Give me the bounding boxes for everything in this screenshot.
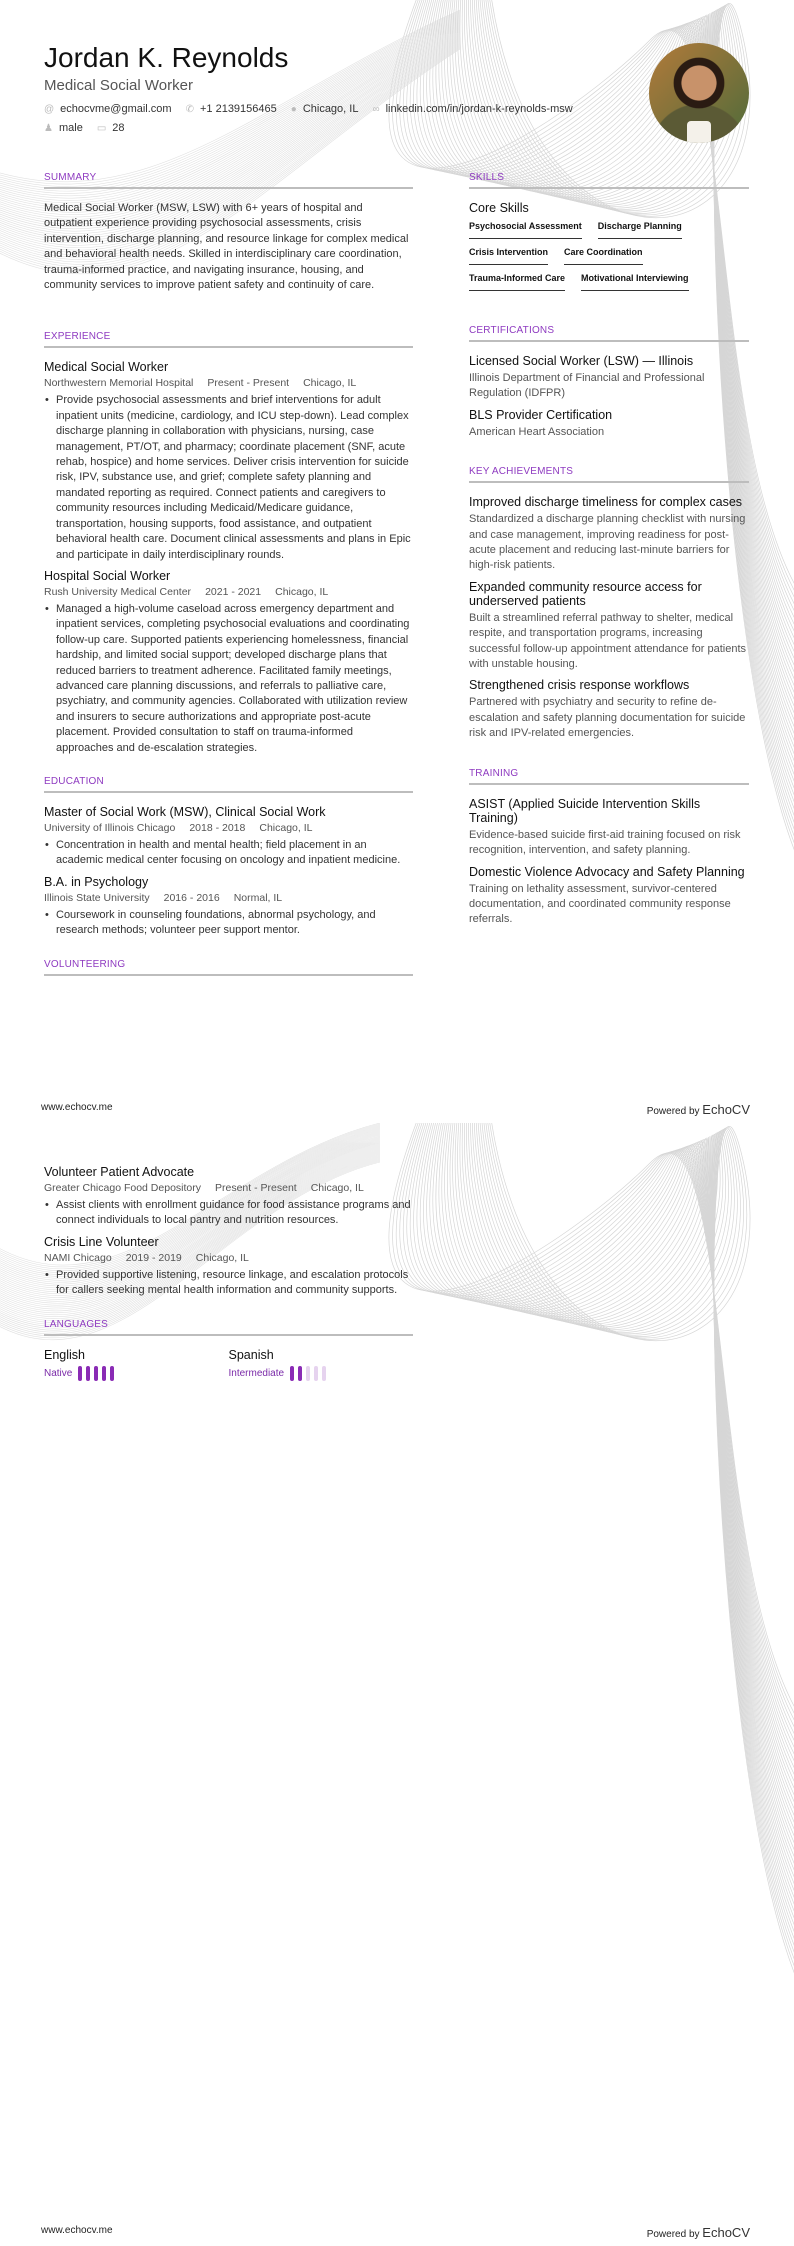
achievements-section bbox=[469, 466, 749, 741]
experience-section bbox=[44, 331, 413, 756]
section-heading: EDUCATION bbox=[44, 776, 413, 793]
entry-location: Chicago, IL bbox=[195, 1251, 249, 1264]
email[interactable]: @ echocvme@gmail.com bbox=[44, 103, 172, 115]
phone-icon: ✆ bbox=[185, 104, 194, 115]
training-description: Evidence-based suicide first-aid training focused on risk recognition, intervention, and safety planning. bbox=[469, 828, 741, 857]
entry-dates: 2018 - 2018 bbox=[189, 821, 246, 834]
achievements-description: Partnered with psychiatry and security to refine de-escalation and safety planning documentation for suicide risk and IPV-related emergencies. bbox=[469, 696, 746, 740]
entry-dates: 2019 - 2019 bbox=[125, 1251, 182, 1264]
bullet-item: • Provide psychosocial assessments and brief interventions for adult inpatient units (medicine, cardiology, and ICU step-down). Lead complex discharge planning in collaboration with physicians, nursing, case management, PT/OT, and pharmacy; coordinate placement (SNF, acute rehab, hospice) and home services. Deliver crisis intervention for suicide risk, IPV, substance use, and grief; complete safety planning and mandated reporting as required. Connect patients and caregivers to community resources including Medicaid/Medicare guidance, transportation, housing supports, food assistance, and outpatient behavioral health care. Document clinical assessments and plans in Epic and participate in daily interdisciplinary rounds. bbox=[44, 393, 413, 562]
entry bbox=[44, 805, 413, 869]
entry-dates: Present - Present bbox=[215, 1182, 297, 1194]
skill-tag: Trauma-Informed Care bbox=[469, 273, 565, 291]
entry-organization: Greater Chicago Food Depository bbox=[44, 1182, 201, 1194]
section-heading: SKILLS bbox=[469, 172, 749, 189]
entry-location: Chicago, IL bbox=[275, 585, 329, 598]
entry bbox=[44, 569, 413, 756]
at-icon: @ bbox=[44, 104, 55, 115]
skills-section bbox=[469, 172, 749, 291]
entry-bullets bbox=[44, 838, 413, 869]
left-column bbox=[44, 172, 413, 988]
bullet-item: • Concentration in health and mental health; field placement in an academic medical center focusing on oncology and inpatient medicine. bbox=[44, 838, 413, 869]
calendar-icon: ▭ bbox=[96, 123, 107, 134]
entry-dates: 2016 - 2016 bbox=[163, 891, 220, 904]
entry-location: Chicago, IL bbox=[310, 1182, 364, 1194]
education-section bbox=[44, 776, 413, 939]
right-column bbox=[469, 172, 749, 934]
proficiency-bar bbox=[110, 1366, 114, 1381]
entry-bullets bbox=[44, 602, 413, 756]
skill-tag: Crisis Intervention bbox=[469, 247, 548, 265]
candidate-title: Medical Social Worker bbox=[44, 77, 193, 94]
summary-text: Medical Social Worker (MSW, LSW) with 6+ years of hospital and outpatient experience providing psychosocial assessments, crisis intervention, discharge planning, and resource linkage for complex medical and behavioral health needs. Skilled in interdisciplinary care coordination, trauma-informed practice, and navigating insurance, housing, and community services to improve patient safety and continuity of care. bbox=[44, 202, 409, 292]
entry-organization: University of Illinois Chicago bbox=[44, 821, 176, 834]
certification-issuer: American Heart Association bbox=[469, 425, 605, 438]
phone[interactable]: ✆ +1 2139156465 bbox=[185, 103, 277, 115]
entry-bullets bbox=[44, 393, 413, 562]
section-heading: TRAINING bbox=[469, 768, 749, 785]
entry-meta bbox=[44, 1252, 413, 1264]
footer-site-link[interactable]: www.echocv.me bbox=[41, 1102, 113, 1113]
linkedin-link[interactable]: ∞ linkedin.com/in/jordan-k-reynolds-msw bbox=[372, 103, 573, 115]
skills-group-title: Core Skills bbox=[469, 201, 529, 215]
echocv-logo: EchoCV bbox=[702, 1102, 750, 1117]
section-heading: CERTIFICATIONS bbox=[469, 325, 749, 342]
location-icon: ● bbox=[290, 104, 297, 115]
achievements-title: Expanded community resource access for underserved patients bbox=[469, 579, 702, 608]
section-heading: LANGUAGES bbox=[44, 1319, 413, 1336]
entry-bullets bbox=[44, 1198, 413, 1229]
location: ● Chicago, IL bbox=[290, 103, 359, 115]
entry-organization: Illinois State University bbox=[44, 891, 150, 904]
training-section bbox=[469, 768, 749, 928]
bullet-item: • Coursework in counseling foundations, abnormal psychology, and research methods; volunteer peer support mentor. bbox=[44, 908, 413, 939]
page-2 bbox=[0, 1123, 794, 2246]
language-name: English bbox=[44, 1347, 85, 1362]
entry-title: Hospital Social Worker bbox=[44, 568, 171, 583]
certification-title: Licensed Social Worker (LSW) — Illinois bbox=[469, 354, 694, 368]
entry bbox=[44, 875, 413, 939]
candidate-name: Jordan K. Reynolds bbox=[44, 42, 289, 73]
languages-section bbox=[44, 1319, 413, 1381]
gender: ♟ male bbox=[44, 122, 83, 134]
proficiency-bar bbox=[86, 1366, 90, 1381]
entry bbox=[44, 1235, 413, 1299]
proficiency-bar bbox=[290, 1366, 294, 1381]
entry-organization: Northwestern Memorial Hospital bbox=[44, 377, 194, 390]
footer-powered-by[interactable]: Powered by EchoCV bbox=[646, 1102, 750, 1117]
section-heading: EXPERIENCE bbox=[44, 331, 413, 348]
section-heading: VOLUNTEERING bbox=[44, 959, 413, 976]
proficiency-bar bbox=[298, 1366, 302, 1381]
proficiency-bar bbox=[102, 1366, 106, 1381]
left-column bbox=[44, 1165, 413, 1381]
proficiency-meter bbox=[290, 1366, 326, 1381]
training-title: ASIST (Applied Suicide Intervention Skills Training) bbox=[469, 796, 701, 825]
summary-section bbox=[44, 172, 413, 293]
training-description: Training on lethality assessment, survivor-centered documentation, and coordinated community response referrals. bbox=[469, 882, 731, 926]
entry-title: Crisis Line Volunteer bbox=[44, 1234, 159, 1249]
entry-organization: Rush University Medical Center bbox=[44, 585, 192, 598]
proficiency-bar bbox=[314, 1366, 318, 1381]
entry-bullets bbox=[44, 908, 413, 939]
proficiency-bar bbox=[306, 1366, 310, 1381]
entry-title: Volunteer Patient Advocate bbox=[44, 1165, 195, 1179]
footer-site-link[interactable]: www.echocv.me bbox=[41, 2225, 113, 2236]
language-level-label: Intermediate bbox=[228, 1367, 285, 1379]
certifications-section bbox=[469, 325, 749, 440]
language-item bbox=[229, 1348, 414, 1381]
entry-location: Normal, IL bbox=[233, 891, 283, 904]
entry-meta bbox=[44, 377, 413, 389]
echocv-logo: EchoCV bbox=[702, 2225, 750, 2240]
proficiency-bar bbox=[94, 1366, 98, 1381]
achievements-description: Built a streamlined referral pathway to shelter, medical respite, and transportation programs, increasing successful follow-up appointment attendance for patients with unstable housing. bbox=[469, 611, 746, 671]
footer-powered-by[interactable]: Powered by EchoCV bbox=[646, 2225, 750, 2240]
section-heading: SUMMARY bbox=[44, 172, 413, 189]
bullet-item: • Assist clients with enrollment guidance for food assistance programs and connect individuals to local pantry and nutrition resources. bbox=[44, 1198, 413, 1229]
entry-location: Chicago, IL bbox=[303, 377, 357, 390]
entry-meta bbox=[44, 1182, 413, 1194]
entry-dates: Present - Present bbox=[207, 377, 290, 390]
link-icon: ∞ bbox=[372, 104, 380, 115]
bullet-item: • Managed a high-volume caseload across emergency department and inpatient services, completing psychosocial evaluations and coordinating follow-up care. Supported patients experiencing homelessness, financial hardship, and limited social support; developed discharge plans that reduced barriers to treatment adherence. Facilitated family meetings, advanced care planning discussions, and referrals to palliative care, psychiatry, and community agencies. Collaborated with utilization review and insurers to secure authorizations and appropriate post-acute placement. Provided consultation to staff on trauma-informed approaches and de-escalation strategies. bbox=[44, 602, 413, 756]
entry bbox=[44, 360, 413, 562]
contact-row bbox=[44, 103, 573, 115]
achievements-title: Improved discharge timeliness for complex cases bbox=[469, 495, 743, 510]
age: ▭ 28 bbox=[96, 122, 125, 134]
training-title: Domestic Violence Advocacy and Safety Planning bbox=[469, 864, 745, 879]
entry-title: B.A. in Psychology bbox=[44, 874, 149, 889]
language-level bbox=[44, 1366, 229, 1381]
entry-location: Chicago, IL bbox=[259, 821, 313, 834]
entry bbox=[44, 1165, 413, 1229]
achievements-description: Standardized a discharge planning checklist with nursing and case management, improving readiness for post-acute placement and reducing last-minute barriers for high-risk patients. bbox=[469, 513, 746, 572]
entry-dates: 2021 - 2021 bbox=[205, 585, 262, 598]
volunteering-section bbox=[44, 959, 413, 976]
person-icon: ♟ bbox=[44, 123, 53, 134]
section-heading: KEY ACHIEVEMENTS bbox=[469, 466, 749, 483]
proficiency-bar bbox=[322, 1366, 326, 1381]
skill-tag: Psychosocial Assessment bbox=[469, 221, 582, 239]
entry-bullets bbox=[44, 1268, 413, 1299]
entry-organization: NAMI Chicago bbox=[44, 1251, 112, 1264]
achievements-title: Strengthened crisis response workflows bbox=[469, 678, 690, 693]
language-item bbox=[44, 1348, 229, 1381]
bullet-item: • Provided supportive listening, resource linkage, and escalation protocols for callers seeking mental health information and community supports. bbox=[44, 1268, 413, 1299]
entry-meta bbox=[44, 822, 413, 834]
entry-meta bbox=[44, 586, 413, 598]
skill-tag: Care Coordination bbox=[564, 247, 643, 265]
skill-tag: Discharge Planning bbox=[598, 221, 682, 239]
personal-row bbox=[44, 122, 125, 134]
profile-photo bbox=[649, 43, 749, 143]
language-level-label: Native bbox=[44, 1367, 73, 1379]
certification-issuer: Illinois Department of Financial and Professional Regulation (IDFPR) bbox=[469, 372, 705, 400]
entry-title: Medical Social Worker bbox=[44, 360, 169, 375]
entry-meta bbox=[44, 892, 413, 904]
language-level bbox=[229, 1366, 414, 1381]
certification-title: BLS Provider Certification bbox=[469, 407, 613, 422]
language-name: Spanish bbox=[228, 1347, 274, 1362]
skill-tag: Motivational Interviewing bbox=[581, 273, 689, 291]
entry-title: Master of Social Work (MSW), Clinical Social Work bbox=[44, 804, 326, 819]
proficiency-meter bbox=[78, 1366, 114, 1381]
proficiency-bar bbox=[78, 1366, 82, 1381]
